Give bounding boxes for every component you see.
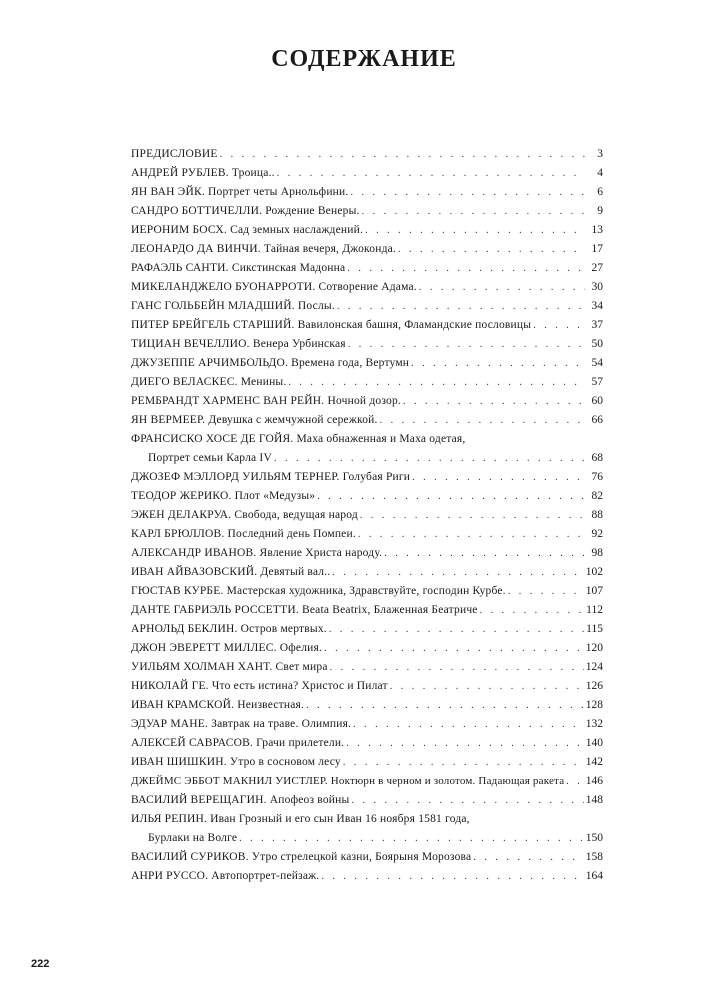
toc-entry-title: КАРЛ БРЮЛЛОВ. Последний день Помпеи.	[131, 528, 356, 540]
toc-entry-page: 30	[591, 281, 603, 293]
toc-entry	[131, 487, 603, 506]
toc-entry	[131, 696, 603, 715]
toc-entry	[131, 411, 603, 430]
toc-entry-title: ДЖУЗЕППЕ АРЧИМБОЛЬДО. Времена года, Вертумн	[131, 357, 410, 369]
toc-entry-title: ДЖЕЙМС ЭББОТ МАКНИЛ УИСТЛЕР. Ноктюрн в черном и золотом. Падающая ракета	[131, 775, 565, 787]
toc-entry-page: 54	[591, 357, 603, 369]
toc-entry-title: ДАНТЕ ГАБРИЭЛЬ РОССЕТТИ. Beata Beatrix, Блаженная Беатриче	[131, 604, 478, 616]
toc-entry-page: 34	[591, 300, 603, 312]
toc-entry-page: 76	[591, 471, 603, 483]
toc-entry-title: ПРЕДИСЛОВИЕ	[131, 148, 218, 160]
dot-leader	[473, 848, 583, 867]
toc-entry	[131, 297, 603, 316]
toc-entry	[131, 373, 603, 392]
toc-entry-page: 142	[585, 756, 603, 768]
dot-leader	[358, 525, 585, 544]
dot-leader	[362, 202, 585, 221]
toc-entry-page: 3	[597, 148, 603, 160]
toc-entry-title: САНДРО БОТТИЧЕЛЛИ. Рождение Венеры.	[131, 205, 360, 217]
toc-entry-page: 50	[591, 338, 603, 350]
toc-entry-page: 146	[585, 775, 603, 787]
dot-leader	[346, 734, 584, 753]
toc-entry-title: ИЕРОНИМ БОСХ. Сад земных наслаждений.	[131, 224, 364, 236]
dot-leader	[380, 411, 585, 430]
toc-entry-title: АЛЕКСЕЙ САВРАСОВ. Грачи прилетели.	[131, 737, 345, 749]
toc-entry	[131, 791, 603, 810]
toc-entry-title: ДИЕГО ВЕЛАСКЕС. Менины.	[131, 376, 287, 388]
toc-entry	[131, 601, 603, 620]
toc-entry-page: 98	[591, 547, 603, 559]
toc-entry-title: АНДРЕЙ РУБЛЕВ. Троица..	[131, 167, 275, 179]
toc-entry	[131, 354, 603, 373]
toc-entry-title: ПИТЕР БРЕЙГЕЛЬ СТАРШИЙ. Вавилонская башня, Фламандские пословицы	[131, 319, 532, 331]
toc-entry-title: МИКЕЛАНДЖЕЛО БУОНАРРОТИ. Сотворение Адама.	[131, 281, 417, 293]
toc-entry-page: 92	[591, 528, 603, 540]
toc-entry	[131, 430, 603, 449]
dot-leader	[239, 829, 584, 848]
toc-entry	[131, 677, 603, 696]
toc-entry	[131, 145, 603, 164]
dot-leader	[332, 563, 583, 582]
toc-entry-page: 66	[591, 414, 603, 426]
toc-entry-page: 9	[597, 205, 603, 217]
toc-entry-title: ДЖОЗЕФ МЭЛЛОРД УИЛЬЯМ ТЕРНЕР. Голубая Риги	[131, 471, 411, 483]
toc-entry-page: 150	[585, 832, 603, 844]
toc-entry-title: ИВАН ШИШКИН. Утро в сосновом лесу	[131, 756, 341, 768]
dot-leader	[390, 677, 584, 696]
toc-entry-page: 126	[585, 680, 603, 692]
toc-entry-title: АНРИ РУССО. Автопортрет-пейзаж.	[131, 870, 320, 882]
toc-entry	[131, 164, 603, 183]
table-of-contents	[131, 145, 603, 886]
page-title: СОДЕРЖАНИЕ	[271, 46, 457, 72]
toc-entry-page: 115	[586, 623, 603, 635]
toc-entry-page: 68	[591, 452, 603, 464]
toc-entry-page: 17	[591, 243, 603, 255]
toc-entry-title: ЛЕОНАРДО ДА ВИНЧИ. Тайная вечеря, Джоконда.	[131, 243, 396, 255]
dot-leader	[508, 582, 584, 601]
dot-leader	[533, 316, 585, 335]
toc-entry	[131, 620, 603, 639]
toc-entry-page: 128	[585, 699, 603, 711]
dot-leader	[306, 696, 584, 715]
dot-leader	[384, 544, 585, 563]
toc-entry-continuation	[131, 829, 603, 848]
toc-entry	[131, 772, 603, 791]
dot-leader	[412, 468, 585, 487]
toc-entry-page: 102	[585, 566, 603, 578]
toc-entry	[131, 240, 603, 259]
toc-entry	[131, 392, 603, 411]
toc-entry-title: ГАНС ГОЛЬБЕЙН МЛАДШИЙ. Послы.	[131, 300, 335, 312]
dot-leader	[350, 183, 585, 202]
dot-leader	[317, 487, 585, 506]
toc-entry-title: АРНОЛЬД БЕКЛИН. Остров мертвых.	[131, 623, 327, 635]
toc-entry-title: ТИЦИАН ВЕЧЕЛЛИО. Венера Урбинская	[131, 338, 346, 350]
toc-entry-title: ТЕОДОР ЖЕРИКО. Плот «Медузы»	[131, 490, 316, 502]
toc-entry-page: 132	[585, 718, 603, 730]
toc-entry-title: Портрет семьи Карла IV	[148, 452, 272, 464]
dot-leader	[419, 278, 585, 297]
toc-entry	[131, 715, 603, 734]
dot-leader	[398, 240, 585, 259]
dot-leader	[353, 715, 584, 734]
toc-entry	[131, 734, 603, 753]
toc-entry-title: РАФАЭЛЬ САНТИ. Сикстинская Мадонна	[131, 262, 346, 274]
toc-entry-page: 37	[591, 319, 603, 331]
toc-entry	[131, 582, 603, 601]
toc-entry	[131, 753, 603, 772]
toc-entry	[131, 867, 603, 886]
toc-entry	[131, 259, 603, 278]
toc-entry	[131, 658, 603, 677]
toc-entry-page: 6	[597, 186, 603, 198]
dot-leader	[403, 392, 585, 411]
dot-leader	[343, 753, 584, 772]
toc-entry-title: ГЮСТАВ КУРБЕ. Мастерская художника, Здравствуйте, господин Курбе.	[131, 585, 506, 597]
dot-leader	[288, 373, 585, 392]
toc-entry-title: ВАСИЛИЙ ВЕРЕЩАГИН. Апофеоз войны	[131, 794, 350, 806]
toc-entry	[131, 525, 603, 544]
toc-entry	[131, 183, 603, 202]
toc-entry-page: 148	[585, 794, 603, 806]
dot-leader	[321, 867, 583, 886]
toc-entry	[131, 468, 603, 487]
toc-entry-page: 120	[585, 642, 603, 654]
dot-leader	[220, 145, 585, 164]
toc-entry	[131, 848, 603, 867]
toc-entry-title: ФРАНСИСКО ХОСЕ ДЕ ГОЙЯ. Маха обнаженная и Маха одетая,	[131, 433, 466, 445]
toc-entry-title: РЕМБРАНДТ ХАРМЕНС ВАН РЕЙН. Ночной дозор.	[131, 395, 401, 407]
dot-leader	[274, 449, 585, 468]
page-number: 222	[31, 958, 50, 970]
toc-entry-page: 107	[585, 585, 603, 597]
toc-entry-title: ДЖОН ЭВЕРЕТТ МИЛЛЕС. Офелия.	[131, 642, 323, 654]
toc-entry-title: ИЛЬЯ РЕПИН. Иван Грозный и его сын Иван 16 ноября 1581 года,	[131, 813, 470, 825]
dot-leader	[411, 354, 585, 373]
dot-leader	[347, 259, 585, 278]
toc-entry	[131, 316, 603, 335]
dot-leader	[351, 791, 583, 810]
toc-entry	[131, 563, 603, 582]
dot-leader	[277, 164, 585, 183]
toc-entry	[131, 221, 603, 240]
dot-leader	[360, 506, 585, 525]
toc-entry	[131, 544, 603, 563]
toc-entry	[131, 639, 603, 658]
toc-entry-title: ЯН ВЕРМЕЕР. Девушка с жемчужной сережкой.	[131, 414, 378, 426]
toc-entry-page: 164	[585, 870, 603, 882]
toc-entry-page: 88	[591, 509, 603, 521]
toc-entry-page: 57	[591, 376, 603, 388]
toc-entry-title: ИВАН КРАМСКОЙ. Неизвестная.	[131, 699, 305, 711]
toc-entry-page: 60	[591, 395, 603, 407]
toc-entry	[131, 506, 603, 525]
toc-entry-title: НИКОЛАЙ ГЕ. Что есть истина? Христос и Пилат	[131, 680, 388, 692]
toc-entry-page: 158	[585, 851, 603, 863]
dot-leader	[365, 221, 585, 240]
toc-entry-title: ИВАН АЙВАЗОВСКИЙ. Девятый вал..	[131, 566, 331, 578]
dot-leader	[324, 639, 584, 658]
dot-leader	[330, 658, 584, 677]
toc-entry-title: АЛЕКСАНДР ИВАНОВ. Явление Христа народу.	[131, 547, 383, 559]
dot-leader	[348, 335, 585, 354]
toc-entry-page: 140	[585, 737, 603, 749]
toc-entry-page: 27	[591, 262, 603, 274]
toc-entry-page: 13	[591, 224, 603, 236]
toc-entry-page: 82	[591, 490, 603, 502]
dot-leader	[480, 601, 585, 620]
dot-leader	[566, 772, 583, 791]
toc-entry-page: 112	[586, 604, 603, 616]
toc-entry	[131, 278, 603, 297]
toc-entry	[131, 335, 603, 354]
toc-entry-title: УИЛЬЯМ ХОЛМАН ХАНТ. Свет мира	[131, 661, 328, 673]
toc-entry-title: ЯН ВАН ЭЙК. Портрет четы Арнольфини.	[131, 186, 349, 198]
dot-leader	[329, 620, 584, 639]
toc-entry	[131, 202, 603, 221]
toc-entry-continuation	[131, 449, 603, 468]
dot-leader	[337, 297, 585, 316]
toc-entry	[131, 810, 603, 829]
toc-entry-title: ВАСИЛИЙ СУРИКОВ. Утро стрелецкой казни, Боярыня Морозова	[131, 851, 472, 863]
toc-entry-title: ЭЖЕН ДЕЛАКРУА. Свобода, ведущая народ	[131, 509, 358, 521]
toc-entry-title: Бурлаки на Волге	[148, 832, 238, 844]
toc-entry-page: 124	[585, 661, 603, 673]
toc-entry-page: 4	[597, 167, 603, 179]
toc-entry-title: ЭДУАР МАНЕ. Завтрак на траве. Олимпия.	[131, 718, 352, 730]
